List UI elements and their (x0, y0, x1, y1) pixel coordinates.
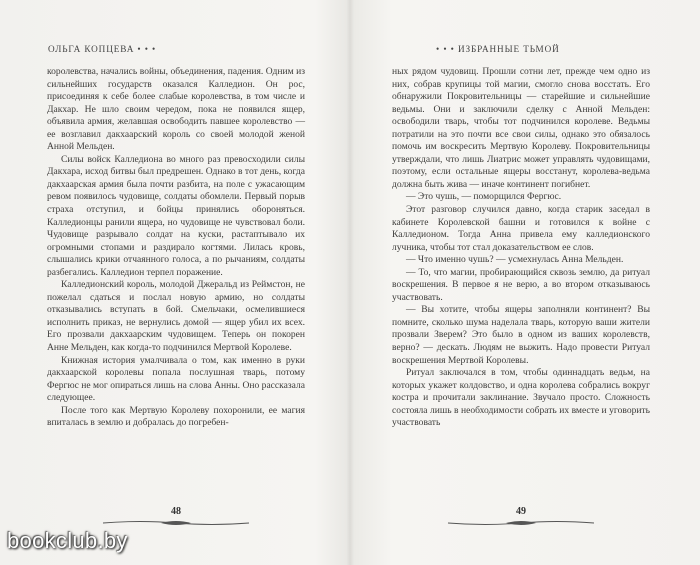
left-page-text (47, 66, 305, 430)
left-page-footer (47, 506, 305, 527)
right-page-footer (392, 506, 650, 527)
paragraph: Силы войск Калледиона во много раз превосходили силы Дакхара, исход битвы был предрешен. Однако в тот день, когда дакхаарская армия была почти разбита, на поле с ужасающим ревом появилось чудовище, солдаты обомлели. Первый порыв страха отступил, и бойцы принялись обороняться. Калледионцы ранили ящера, но чудовище не чувствовал боли. Чудовище разрывало солдат на куски, растаптывало их огромными стопами и раздирало когтями. Лилась кровь, слышались крики отчаянного голоса, а по рычаниям, солдаты разбегались. Калледион терпел поражение. (47, 153, 305, 278)
right-running-head: • • • ИЗБРАННЫЕ ТЬМОЙ (436, 44, 560, 54)
paragraph: Этот разговор случился давно, когда старик заседал в кабинете Королевской башни и готовился к войне с Калледионом. Тогда Анна привела ему калледионского лучника, чтобы тот стал доказательством ее слов. (392, 204, 650, 253)
left-running-head: ОЛЬГА КОПЦЕВА • • • (48, 44, 157, 54)
paragraph: — Что именно чушь? — усмехнулась Анна Мельден. (406, 254, 624, 266)
paragraph: — То, что магии, пробирающийся сквозь землю, да ритуал воскрешения. В первое я не верю, а во втором отказываюсь участвовать. (392, 266, 650, 303)
paragraph: Книжная история умалчивала о том, как именно в руки дакхаарской королевы попала послушная тварь, потому Фергюс не мог опираться лишь на слова Анны. Оно рассказала следующее. (47, 354, 305, 404)
right-page-text (392, 66, 650, 430)
paragraph: ных рядом чудовищ. Прошли сотни лет, прежде чем одно из них, собрав крупицы той магии, смогло снова восстать. Его обнаружили Покровительницы — старейшие и сильнейшие ведьмы. Они и заключили сделку с Анной Мельден: освободили тварь, чтобы тот подчинился королеве. Ведьмы потратили на это почти все свои силы, однако это обязалось помочь им воскресить Мертвую Королеву. Покровительницы утверждали, что лишь Лиатрис может управлять чудовищами, поэтому, если остальные ящеры восстанут, королева-ведьма должна быть жива — иначе континент погибнет. (392, 66, 650, 190)
ornament-icon (446, 519, 596, 527)
right-page (350, 0, 700, 565)
page-number: 48 (171, 506, 181, 517)
page-number: 49 (516, 506, 526, 517)
paragraph: — Вы хотите, чтобы ящеры заполняли континент? Вы помните, сколько шума наделала тварь, которую ваши жители прозвали Зверем? Это было в одном из ваших королевств, верно? — дескать. Людям не выжить. Надо провести Ритуал воскрешения Мертвой Королевы. (392, 304, 650, 366)
paragraph: После того как Мертвую Королеву похоронили, ее магия впиталась в землю и добралась до погребен- (47, 404, 305, 429)
paragraph: Ритуал заключался в том, чтобы одиннадцать ведьм, на которых укажет колдовство, и одна королева собрались вокруг костра и прочитали заклинание. Звучало просто. Сложность состояла лишь в необходимости собрать их вместе и уговорить участвовать (392, 367, 650, 429)
ornament-icon (101, 519, 251, 527)
watermark-logo: bookclub.by (7, 528, 128, 553)
paragraph: королевства, начались войны, объединения, падения. Одним из сильнейших государств оказался Калледион. Он рос, присоединяя к себе более слабые королевства, в том числе и Дакхар. Не шло своим чередом, пока не появился ящер, объявила армия, желавшая освободить павшее королевство — ее возглавил дакхаарский король со своей молодой женой Анной Мельден. (47, 66, 305, 153)
paragraph: — Это чушь, — поморщился Фергюс. (406, 191, 562, 203)
paragraph: Калледионский король, молодой Джеральд из Реймстон, не пожелал сдаться и послал новую армию, но солдаты отказывались вступать в бой. Смельчаки, осмелившиеся исполнить приказ, не вернулись домой — ящер убил их всех. Его прозвали дакхаарским чудовищем. Теперь он покорен Анне Мельден, как когда-то подчинился Мертвой Королеве. (47, 279, 305, 354)
